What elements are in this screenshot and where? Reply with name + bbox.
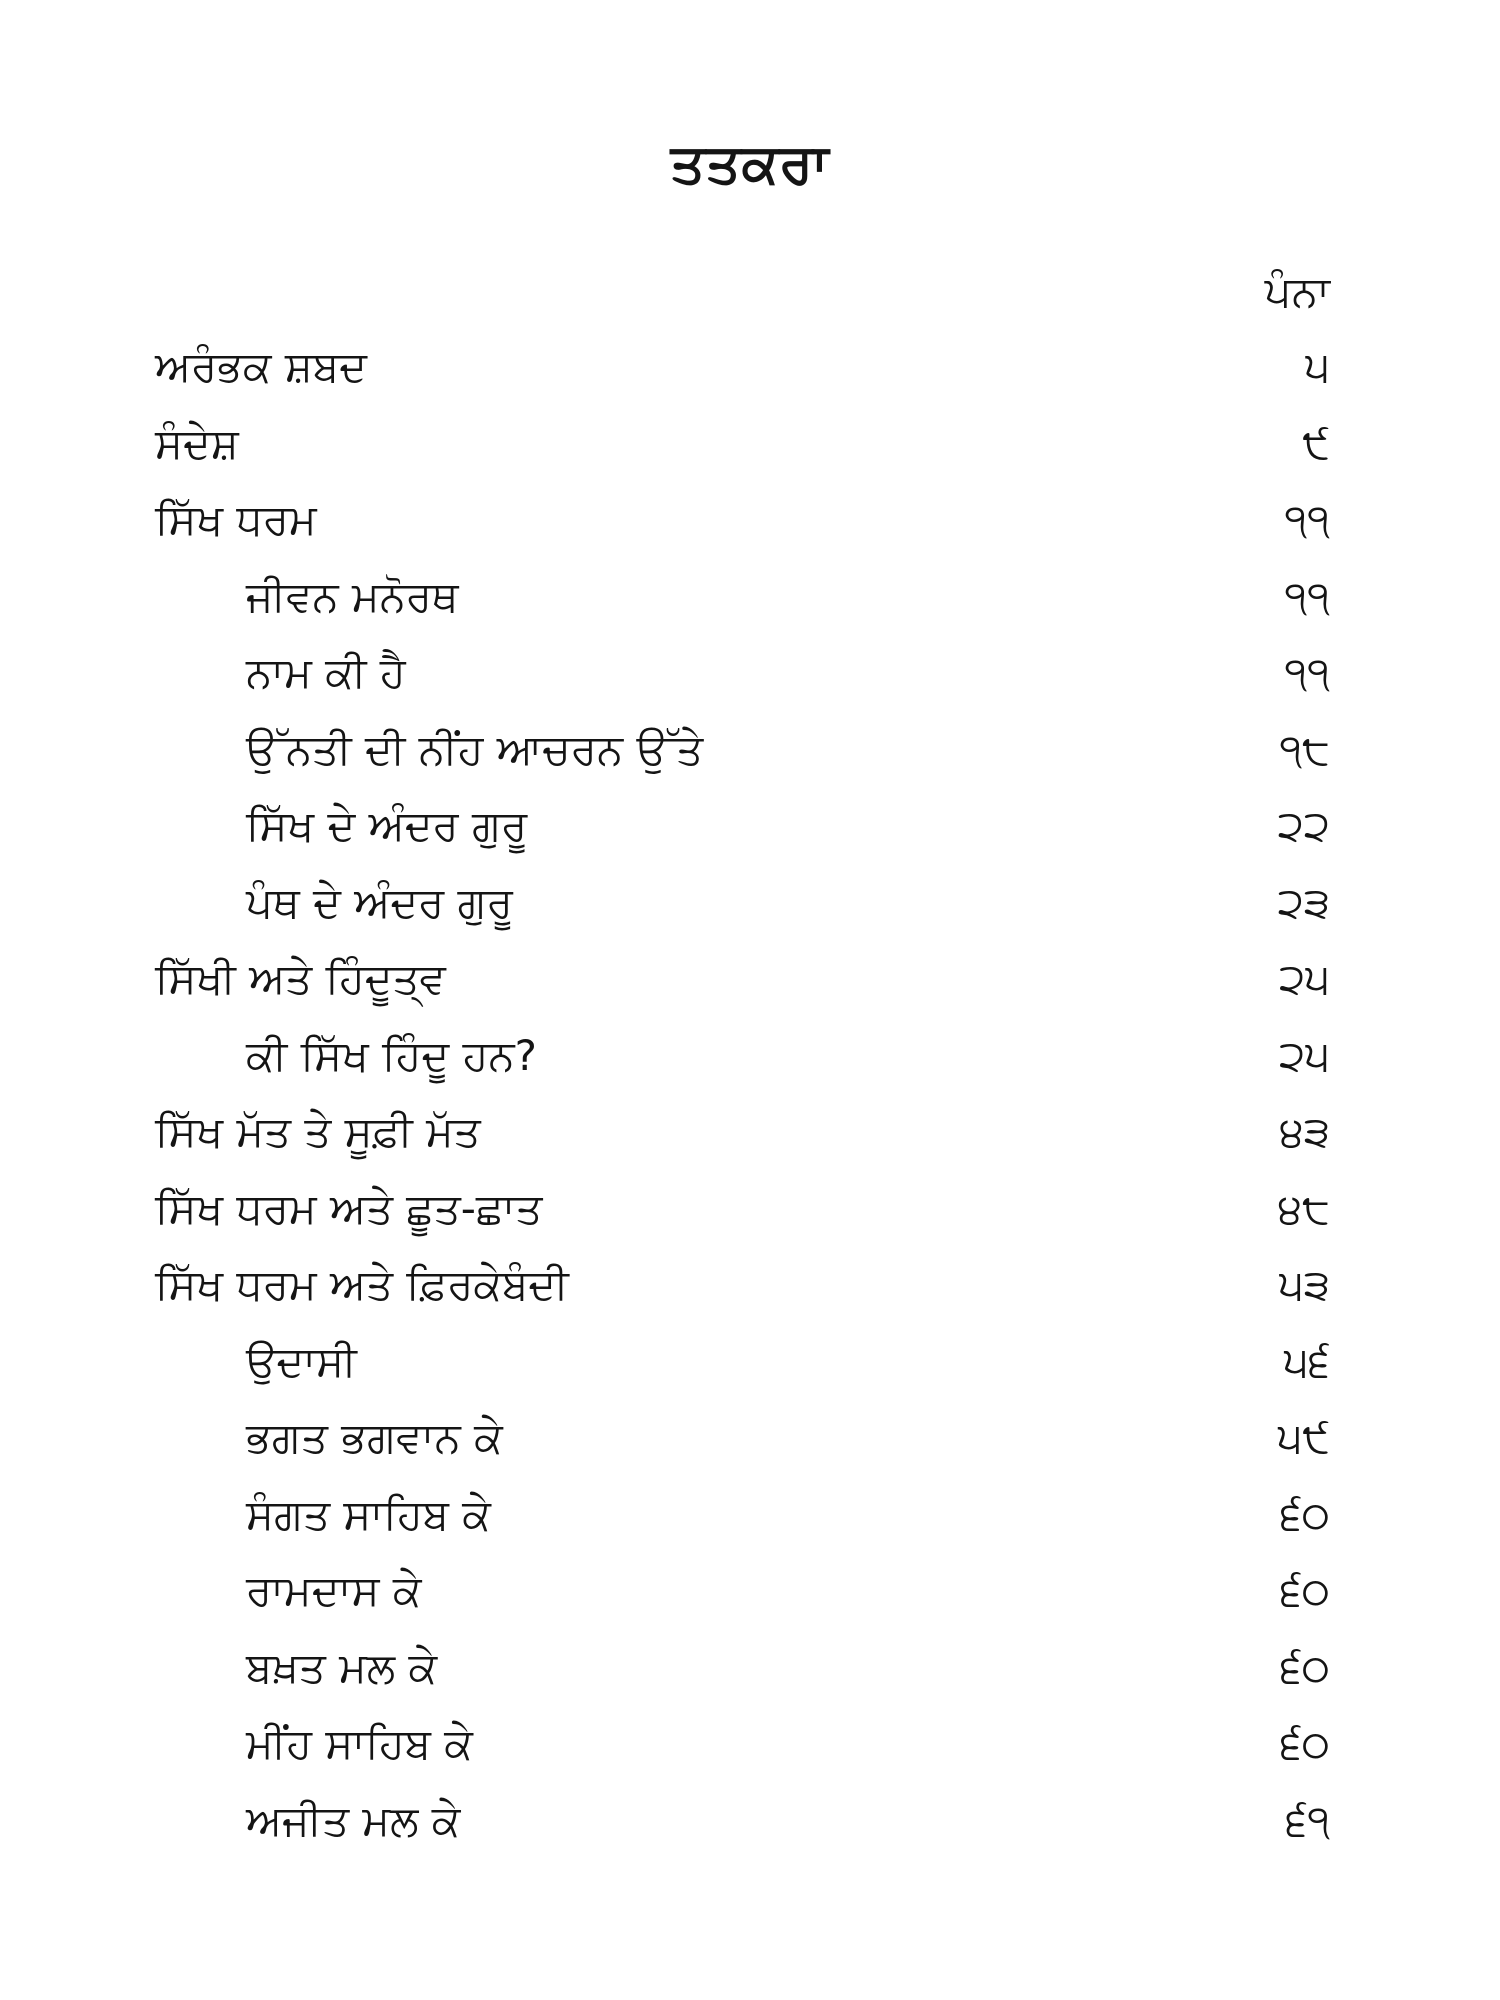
toc-entry-page-number: ੯ xyxy=(1302,418,1330,468)
toc-entry-title: ਉਦਾਸੀ xyxy=(246,1336,357,1386)
toc-entry xyxy=(0,1102,1500,1179)
toc-entry xyxy=(0,414,1500,491)
toc-entry-page-number: ੧੧ xyxy=(1284,495,1330,544)
toc-entry xyxy=(0,949,1500,1026)
toc-entry-page-number: ੫ xyxy=(1305,342,1330,391)
toc-entry-page-number: ੫੩ xyxy=(1279,1260,1330,1309)
toc-entry-page-number: ੧੧ xyxy=(1284,648,1330,697)
toc-entry-title: ਸੰਗਤ ਸਾਹਿਬ ਕੇ xyxy=(246,1489,491,1539)
toc-entry-page-number: ੫੬ xyxy=(1283,1336,1330,1386)
toc-entry-page-number: ੬੦ xyxy=(1280,1719,1330,1768)
toc-entry-page-number: ੬੦ xyxy=(1280,1489,1330,1539)
toc-entry-page-number: ੨੨ xyxy=(1277,801,1330,850)
toc-entry xyxy=(0,1332,1500,1409)
toc-entry-page-number: ੨੫ xyxy=(1279,1030,1330,1080)
toc-entry-page-number: ੪੩ xyxy=(1279,1107,1330,1156)
toc-entry xyxy=(0,1791,1500,1868)
toc-entry-page-number: ੨੫ xyxy=(1279,954,1330,1003)
toc-entry xyxy=(0,1408,1500,1485)
toc-entry-title: ਰਾਮਦਾਸ ਕੇ xyxy=(246,1566,422,1615)
toc-entry xyxy=(0,796,1500,873)
toc-entry-title: ਸਿੱਖੀ ਅਤੇ ਹਿੰਦੂਤ੍ਵ xyxy=(155,954,446,1003)
toc-entry-title: ਪੰਥ ਦੇ ਅੰਦਰ ਗੁਰੂ xyxy=(246,877,513,927)
toc-entry-title: ਬਖ਼ਤ ਮਲ ਕੇ xyxy=(246,1642,438,1692)
toc-entry xyxy=(0,1255,1500,1332)
toc-entry xyxy=(0,337,1500,414)
toc-entry-title: ਕੀ ਸਿੱਖ ਹਿੰਦੂ ਹਨ? xyxy=(246,1030,537,1080)
table-of-contents xyxy=(0,337,1500,1867)
toc-entry-page-number: ੪੮ xyxy=(1278,1183,1330,1233)
toc-entry-title: ਜੀਵਨ ਮਨੋਰਥ xyxy=(246,571,459,621)
toc-entry xyxy=(0,1638,1500,1715)
toc-entry-title: ਅਜੀਤ ਮਲ ਕੇ xyxy=(246,1795,461,1845)
toc-entry-title: ਭਗਤ ਭਗਵਾਨ ਕੇ xyxy=(246,1413,503,1462)
toc-entry xyxy=(0,1561,1500,1638)
toc-entry-title: ਉੱਨਤੀ ਦੀ ਨੀਂਹ ਆਚਰਨ ਉੱਤੇ xyxy=(246,724,704,774)
toc-entry-title: ਸਿੱਖ ਦੇ ਅੰਦਰ ਗੁਰੂ xyxy=(246,801,528,850)
toc-entry-page-number: ੬੦ xyxy=(1280,1642,1330,1692)
toc-entry xyxy=(0,873,1500,950)
toc-entry-title: ਅਰੰਭਕ ਸ਼ਬਦ xyxy=(155,342,367,391)
toc-entry-page-number: ੧੮ xyxy=(1279,724,1330,774)
toc-entry xyxy=(0,643,1500,720)
toc-entry-title: ਸੰਦੇਸ਼ xyxy=(155,418,239,468)
toc-entry-title: ਸਿੱਖ ਧਰਮ xyxy=(155,495,317,544)
toc-entry xyxy=(0,720,1500,797)
toc-entry xyxy=(0,1026,1500,1103)
toc-entry-page-number: ੫੯ xyxy=(1277,1413,1330,1462)
page-column-header: ਪੰਨਾ xyxy=(1264,267,1330,316)
toc-entry xyxy=(0,1485,1500,1562)
toc-entry-title: ਮੀਂਹ ਸਾਹਿਬ ਕੇ xyxy=(246,1719,473,1768)
toc-entry-title: ਸਿੱਖ ਧਰਮ ਅਤੇ ਛੂਤ-ਛਾਤ xyxy=(155,1183,543,1233)
toc-entry-page-number: ੬੧ xyxy=(1285,1795,1330,1845)
toc-entry-page-number: ੬੦ xyxy=(1280,1566,1330,1615)
page-title: ਤਤਕਰਾ xyxy=(670,132,830,196)
toc-entry-page-number: ੨੩ xyxy=(1277,877,1330,927)
toc-entry xyxy=(0,1179,1500,1256)
toc-entry-title: ਨਾਮ ਕੀ ਹੈ xyxy=(246,648,406,697)
toc-entry-title: ਸਿੱਖ ਧਰਮ ਅਤੇ ਫ਼ਿਰਕੇਬੰਦੀ xyxy=(155,1260,569,1309)
toc-entry-title: ਸਿੱਖ ਮੱਤ ਤੇ ਸੂਫ਼ੀ ਮੱਤ xyxy=(155,1107,481,1156)
toc-entry-page-number: ੧੧ xyxy=(1284,571,1330,621)
toc-entry xyxy=(0,567,1500,644)
toc-entry xyxy=(0,1714,1500,1791)
toc-entry xyxy=(0,490,1500,567)
